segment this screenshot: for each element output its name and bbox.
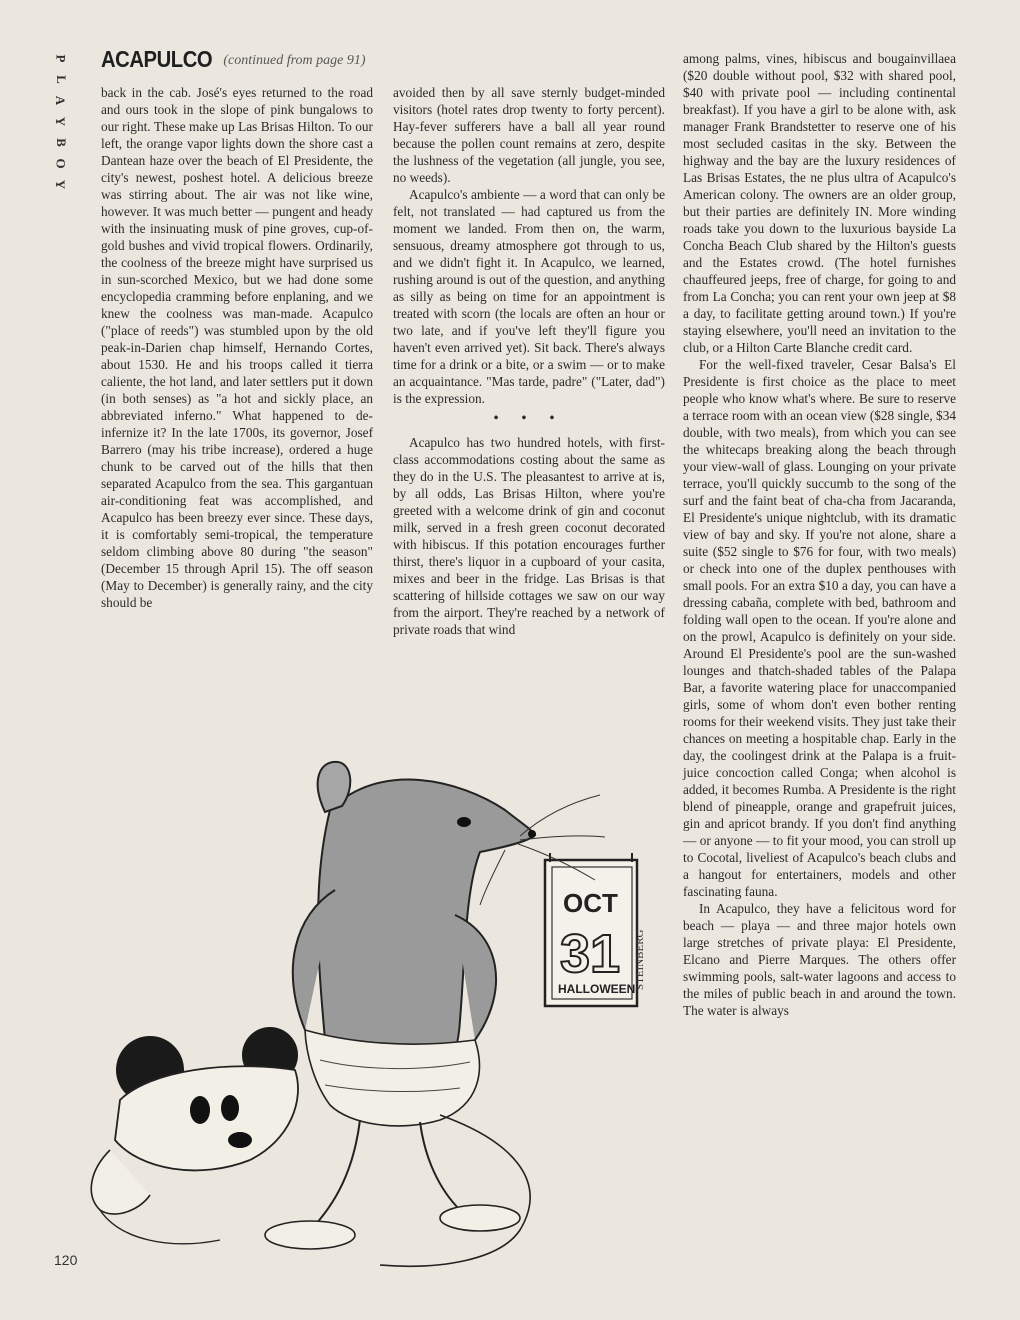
masthead-letter: Y	[53, 116, 69, 127]
continued-note: (continued from page 91)	[223, 53, 366, 68]
masthead-letter: A	[53, 95, 69, 106]
page-number: 120	[54, 1252, 78, 1268]
text-column-2	[393, 84, 665, 638]
masthead-letter: O	[53, 158, 69, 169]
paragraph: For the well-fixed traveler, Cesar Balsa's El Presidente is first choice as the place to meet people who know what's where. Be sure to reserve a terrace room with an ocean view ($28 single, $34 double, with two meals), from which you can see the whitecaps breaking along the beach through your view-wall of glass. Lounging on your private terrace, you'll quickly succumb to the song of the surf and the faint beat of cha-cha from Jacaranda, El Presidente's unique nightclub, with its dramatic view of bay and sky. If you're not alone, share a suite ($52 single to $76 for four, with two meals) or check into one of the duplex penthouses with small pools. For an extra $10 a day, you can have a dressing cabaña, complete with bed, bathroom and folding wall open to the ocean. If you're alone and on the prowl, Acapulco is definitely on your side. Around El Presidente's pool are the sun-washed lounges and thatch-shaded tables of the Palapa Bar, a favorite watering place for unaccompanied girls, some of whom don't even bother renting rooms for their weekend visits. They just take their chances on meeting a hospitable chap. Early in the day, the coolingest drink at the Palapa is a fruit-juice concoction called Conga; when alcohol is added, it becomes Rumba. A Presidente is the right blend of pineapple, orange and grapefruit juices, gin and apricot brandy. If you don't find anything — or anyone — to fit your mood, you can stroll up to Cocotal, liveliest of Acapulco's beach clubs and a hangout for entertainers, models and other fascinating fauna.	[683, 357, 956, 899]
paragraph: In Acapulco, they have a felicitous word for beach — playa — and three major hotels own large stretches of private playa: El Presidente, Elcano and Pierre Marques. The others offer swimming pools, salt-water lagoons and access to the miles of public beach in and around the town. The water is always	[683, 901, 956, 1018]
paragraph: Acapulco has two hundred hotels, with first-class accommodations costing about the same as they do in the U.S. The pleasantest to arrive at is, by all odds, Las Brisas Hilton, where you're greeted with a welcome drink of gin and coconut milk, served in a fresh green coconut decorated with hibiscus. If this potation encourages further thirst, there's liquor in a cupboard of your casita, mixes and beer in the fridge. Las Brisas is that scattering of hillside cottages we saw on our way from the airport. They're reached by a network of private roads that wind	[393, 435, 665, 637]
paragraph: avoided then by all save sternly budget-minded visitors (hotel rates drop twenty to forty percent). Hay-fever sufferers have a ball all year round because the pollen count remains at zero, despite the lushness of the vegetation (all jungle, you see, no weeds).	[393, 85, 665, 185]
article-heading	[101, 46, 366, 73]
calendar-note: HALLOWEEN	[558, 982, 636, 996]
paragraph: among palms, vines, hibiscus and bougainvillaea ($20 double without pool, $32 with shared pool, $40 with private pool — including continental breakfast). If you have a girl to be alone with, ask manager Frank Brandstetter to reserve one of his most secluded casitas in the sky. Between the highway and the bay are the luxury residences of Las Brisas Estates, the ne plus ultra of Acapulco's American colony. The owners are an older group, but their parties are definitely IN. More winding roads take you down to the luxurious bayside La Concha Beach Club shared by the Hilton's guests and the Estates crowd. (The hotel furnishes chauffeured jeeps, free of charge, for going to and from La Concha; you can rent your own jeep at $8 a day, to facilitate getting around town.) If you're staying elsewhere, you'll need an invitation to the club, or a Hilton Carte Blanche credit card.	[683, 51, 956, 355]
masthead-letter: L	[53, 75, 69, 84]
artist-signature: STEINBERG	[634, 929, 646, 990]
text-column-3	[683, 50, 956, 1019]
calendar-month: OCT	[563, 888, 618, 918]
masthead-letter: P	[53, 54, 69, 63]
masthead-letter: B	[53, 138, 69, 147]
calendar-day: 31	[560, 924, 621, 984]
rat-figure	[265, 762, 605, 1266]
paragraph: back in the cab. José's eyes returned to the road and ours took in the slope of pink bungalows to our right. These make up Las Brisas Hilton. To our left, the orange vapor lights down the shore cast a Dantean haze over the beach of El Presidente, the city's newest, poshest hotel. A delicious breeze was stirring about. The air was not like wine, however. It was much better — pungent and heady with the insinuating musk of pine groves, cup-of-gold bushes and vivid tropical flowers. Ordinarily, the coolness of the breeze might have surprised us in sun-scorched Mexico, but we had done some encyclopedia cramming before enplaning, and we knew the coolness was man-made. Acapulco ("place of reeds") was stumbled upon by the old peak-in-Darien chap himself, Hernando Cortes, about 1530. He and his troops called it tierra caliente, the hot land, and later settlers put it down (in both senses) as "a hot and sickly place, an abbreviated inferno." What happened to de-infernize it? In the late 1700s, its governor, Josef Barrero (may his tribe increase), ordered a huge chunk to be carved out of the hills that then separated Acapulco from the sea. This gargantuan air-conditioning feat was accomplished, and Acapulco has been breezy ever since. These days, it is comfortably semi-tropical, the temperature seldom climbing above 80 during "the season" (December 15 through April 15). The off season (May to December) is generally rainy, and the city should be	[101, 85, 373, 610]
article-title: ACAPULCO	[101, 46, 213, 72]
paragraph: Acapulco's ambiente — a word that can only be felt, not translated — had captured us from the moment we landed. From then on, the warm, sensuous, dreamy atmosphere got through to us, and we didn't fight it. In Acapulco, we learned, rushing around is out of the question, and anything as silly as being on time for an appointment is treated with scorn (the locals are often an hour or two late, and if you've left they'll figure you haven't even arrived yet). Sit back. There's always time for a drink or a bite, or a swim — or to make an acquaintance. "Mas tarde, padre" ("Later, dad") is the expression.	[393, 187, 665, 406]
section-separator: • • •	[493, 410, 565, 425]
calendar-drawing	[545, 853, 646, 1006]
cartoon-illustration	[80, 740, 660, 1280]
mouse-mask-drawing	[91, 1027, 298, 1244]
masthead-vertical	[52, 48, 70, 195]
masthead-letter: Y	[53, 179, 69, 190]
text-column-1	[101, 84, 373, 611]
